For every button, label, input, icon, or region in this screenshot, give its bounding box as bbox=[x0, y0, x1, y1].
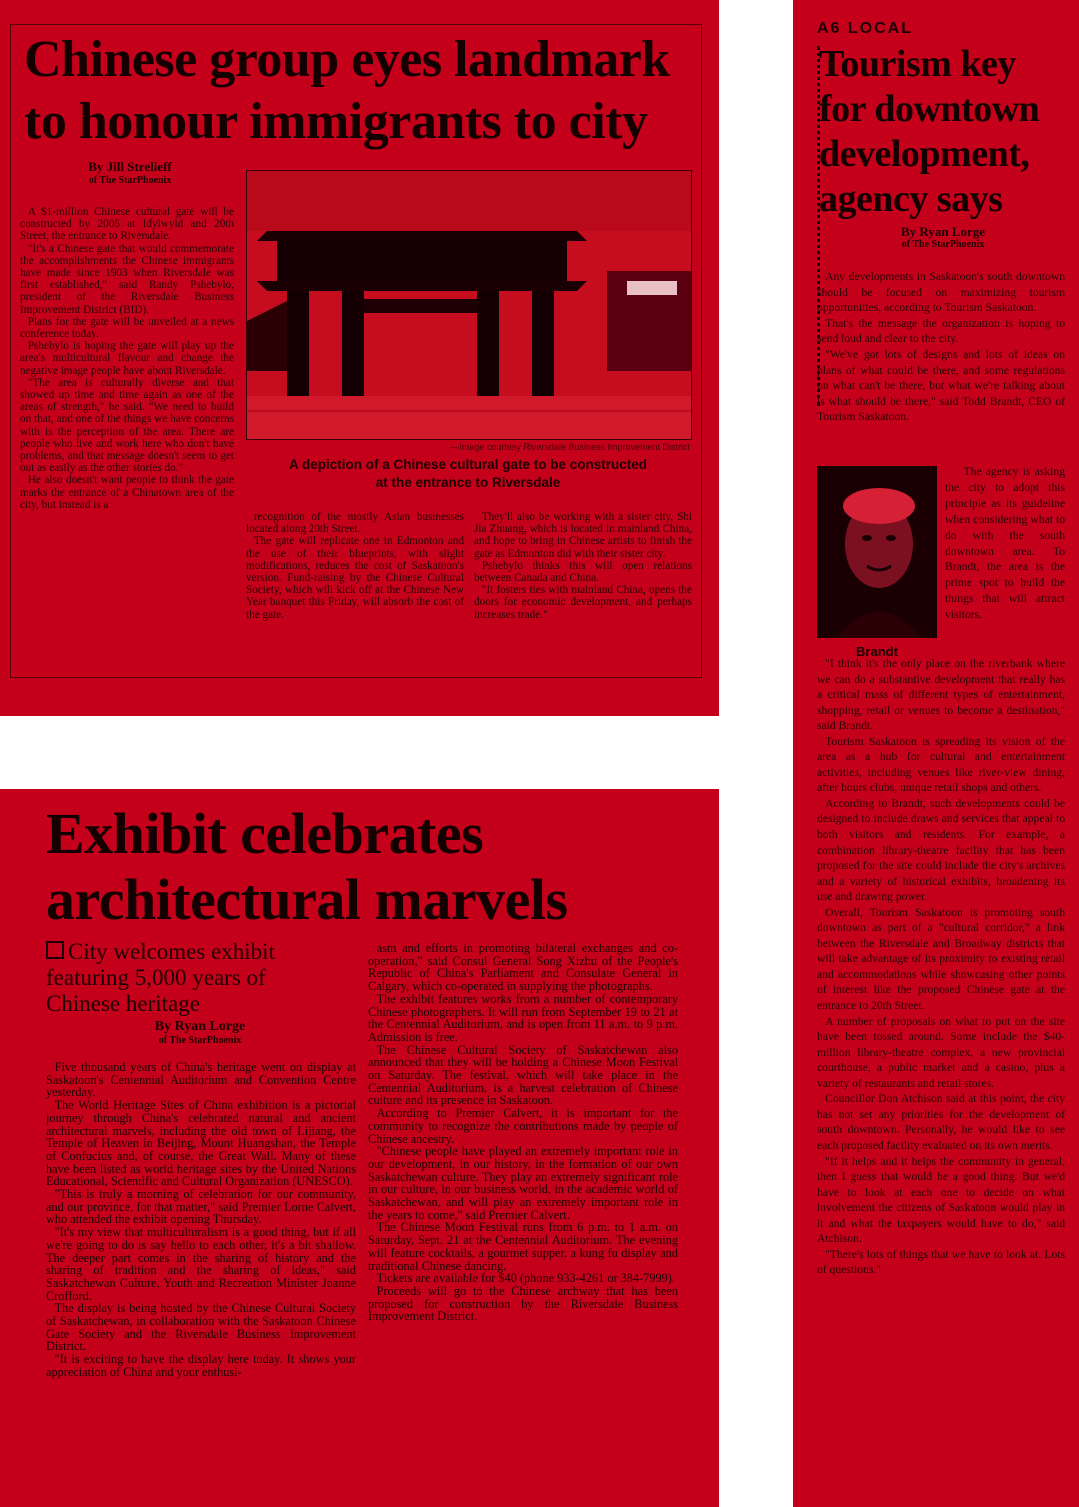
byline-author: By Jill Strelieff bbox=[88, 159, 172, 174]
paragraph: They'll also be working with a sister city, Shi Jia Zhuang, which is located in mainland China, and hope to bring in Chinese artists to finish the gate as Edmonton did with their sister city. bbox=[474, 511, 692, 560]
byline bbox=[120, 1020, 280, 1048]
byline bbox=[20, 160, 240, 188]
paragraph: recognition of the mostly Asian businesses located along 20th Street. bbox=[246, 511, 464, 536]
clipping-tourism bbox=[793, 0, 1079, 1507]
portrait-illustration bbox=[817, 466, 937, 638]
paragraph: "It fosters ties with mainland China, opens the doors for economic development, and perhaps increases trade." bbox=[474, 584, 692, 621]
paragraph: "Chinese people have played an extremely important role in our development, in our history, in the formation of our own Saskatchewan culture. They play an extremely significant role in our culture, in our business world, in the academic world of Saskatchewan, and will play an extremely important role in the years to come," said Premier Calvert. bbox=[368, 1144, 678, 1222]
paragraph: "If it helps and it helps the community in general, then I guess that would be a good thing. But we'd have to look at each one to decide on what involvement the citizens of Saskatoon would play in it and what the taxpayers would have to do," said Atchison. bbox=[817, 1154, 1065, 1246]
paragraph: "There's lots of things that we have to look at. Lots of questions." bbox=[817, 1247, 1065, 1277]
headline bbox=[819, 42, 1079, 222]
paragraph: The World Heritage Sites of China exhibition is a pictorial journey through China's celebrated natural and ancient architectural marvels, including the old town of Lijiang, the Temple of Heaven in Beijing, Mount Huangshan, the Temple of Confucius and, of course, the Great Wall. Many of these have been listed as world heritage sites by the United Nations Educational, Scientific and Cultural Organization (UNESCO). bbox=[46, 1098, 356, 1189]
paragraph: Tourism Saskatoon is spreading its vision of the area as a hub for cultural and entertainment activities, including venues like river-view dining, after hours clubs, unique retail shops and others. bbox=[817, 734, 1065, 795]
paragraph: According to Premier Calvert, it is important for the community to recognize the contributions made by people of Chinese ancestry. bbox=[368, 1106, 678, 1146]
gate-illustration bbox=[247, 171, 691, 439]
photo-caption-line-2: at the entrance to Riversdale bbox=[375, 475, 561, 490]
clipping-exhibit bbox=[0, 789, 719, 1507]
article-column-3 bbox=[474, 511, 692, 671]
paragraph: "It's my view that multiculturalism is a good thing, but if all we're going to do is say hello to each other, it's a bit shallow. The deeper part comes in the sharing of history and the sharing of tradition and the sharing of ideas," said Saskatchewan Culture, Youth and Recreation Minister Joanne Crofford. bbox=[46, 1225, 356, 1303]
checkbox-bullet-icon bbox=[46, 941, 64, 959]
deck-text: City welcomes exhibit featuring 5,000 years of Chinese heritage bbox=[46, 939, 275, 1016]
photo-caption-line-1: A depiction of a Chinese cultural gate to be constructed bbox=[288, 457, 648, 472]
section-label: A6 LOCAL bbox=[817, 20, 913, 37]
headline-line-2: architectural marvels bbox=[46, 867, 568, 932]
paragraph: The Chinese Cultural Society of Saskatchewan also announced that they will be holding a Chinese Moon Festival on Saturday. The festival, which will take place in the Centennial Auditorium, is a harvest celebration of Chinese culture and its presence in Saskatoon. bbox=[368, 1042, 678, 1108]
deck bbox=[46, 939, 336, 1017]
paragraph: The Chinese Moon Festival runs from 6 p.m. to 1 a.m. on Saturday, Sept. 21 at the Centennial Auditorium. The evening will feature cocktails, a gourmet supper, a kung fu display and traditional Chinese dancing. bbox=[368, 1220, 678, 1273]
paragraph: "I think it's the only place on the riverbank where we can do a substantive development that really has a critical mass of different types of entertainment, shopping, retail or venues to become a destination," said Brandt. bbox=[817, 657, 1065, 733]
paragraph: Pshebylo thinks this will open relations between Canada and China. bbox=[474, 559, 692, 585]
brandt-photo bbox=[817, 466, 937, 638]
paragraph: The exhibit features works from a number of contemporary Chinese photographers. It will run from September 19 to 21 at the Centennial Auditorium, and is open from 11 a.m. to 9 p.m. Admission is free. bbox=[368, 991, 678, 1044]
clipping-chinese-gate bbox=[0, 0, 719, 716]
headline-line-2: to honour immigrants to city bbox=[24, 93, 648, 150]
photo-caption: Brandt bbox=[856, 644, 898, 659]
paragraph: Plans for the gate will be unveiled at a news conference today. bbox=[20, 315, 234, 341]
byline bbox=[853, 225, 1033, 251]
paragraph: A $1-million Chinese cultural gate will be constructed by 2005 at Idylwyld and 20th Street, the entrance to Riversdale. bbox=[20, 206, 234, 243]
paragraph: Councillor Don Atchison said at this point, the city has not set any priorities for the development of south downtown. Personally, he would like to see each proposed facility evaluated on its own merits. bbox=[817, 1092, 1065, 1152]
paragraph: "The area is culturally diverse and that showed up time and time again as one of the areas of strength," he said. "We need to build on that, and one of the things we have concerns with is the perception of the area. There are people who live and work here who don't have problems, and that message doesn't seem to get out as easily as the other stories do." bbox=[20, 376, 234, 475]
paragraph: According to Brandt, such developments could be designed to include draws and services that appeal to both visitors and residents. For example, a combination library-theatre facility that has been proposed for the site could include the city's archives and a variety of historical exhibits, broadening its use and drawing power. bbox=[817, 796, 1065, 904]
byline-org: of The StarPhoenix bbox=[88, 175, 172, 186]
paragraph: The gate will replicate one in Edmonton and the use of their blueprints, with slight modifications, reduces the cost of Saskatoon's version. Fund-raising by the Chinese Cultural Society, which will kick off at the Chinese New Year banquet this Friday, will absorb the cost of the gate. bbox=[246, 535, 464, 621]
headline-line-1: Chinese group eyes landmark bbox=[24, 31, 670, 88]
byline-org: of The StarPhoenix bbox=[901, 239, 985, 250]
paragraph: "We've got lots of designs and lots of ideas on plans of what could be there, and some regulations on what can't be there, but what we're talking about is what should be there," said Todd Brandt, CEO of Tourism Saskatoon. bbox=[817, 347, 1065, 424]
article-body-bottom bbox=[817, 656, 1065, 1486]
byline-author: By Ryan Lorge bbox=[154, 1019, 246, 1034]
paragraph: Any developments in Saskatoon's south downtown should be focused on maximizing tourism opportunities, according to Tourism Saskatoon. bbox=[817, 270, 1065, 315]
paragraph: Overall, Tourism Saskatoon is promoting south downtown as part of a "cultural corridor," a link between the Riversdale and Broadway districts that will take advantage of its proximity to existing retail and accommodations while showcasing other points of interest like the proposed Chinese gate at the entrance to 20th Street. bbox=[817, 905, 1065, 1013]
headline-line-2: for downtown bbox=[819, 88, 1040, 130]
byline-org: of The StarPhoenix bbox=[158, 1035, 242, 1046]
article-body-top bbox=[817, 269, 1065, 464]
headline-line-3: development, bbox=[819, 133, 1030, 175]
paragraph: A number of proposals on what to put on the site have been tossed around. Some include the $40-million library-theatre complex, a new provincial courthouse, a public market and a casino, plus a variety of restaurants and retail stores. bbox=[817, 1014, 1065, 1090]
article-column-1 bbox=[46, 1061, 356, 1491]
article-column-1 bbox=[20, 206, 234, 671]
paragraph: "This is truly a morning of celebration for our community, and our province, for that matter," said Premier Lorne Calvert, who attended the exhibit opening Thursday. bbox=[46, 1187, 356, 1227]
photo-credit: —Image courtesy Riversdale Business Improvement District bbox=[450, 442, 690, 452]
headline-line-1: Exhibit celebrates bbox=[46, 801, 484, 866]
article-body-beside-photo: The agency is asking the city to adopt this principle as its guideline when considering what to do with the south downtown area. To Brandt, the area is the prime spot to build the things that will attract visitors. bbox=[945, 465, 1065, 622]
headline-line-4: agency says bbox=[819, 178, 1003, 220]
photo-caption bbox=[246, 456, 690, 492]
paragraph: "It's a Chinese gate that would commemorate the accomplishments the Chinese immigrants have made since 1903 when Riversdale was first established," said Randy Pshebylo, president of the Riversdale Business Improvement District (BID). bbox=[20, 242, 234, 316]
paragraph: Pshebylo is hoping the gate will play up the area's multicultural flavour and change the negative image people have about Riversdale. bbox=[20, 340, 234, 377]
article-column-2 bbox=[246, 511, 464, 671]
paragraph: "It is exciting to have the display here today. It shows your appreciation of China and your enthusi- bbox=[46, 1352, 356, 1379]
paragraph: The display is being hosted by the Chinese Cultural Society of Saskatchewan, in collaboration with the Saskatoon Chinese Gate Society and the Riversdale Business Improvement District. bbox=[46, 1301, 356, 1354]
article-column-2 bbox=[368, 942, 678, 1492]
paragraph: He also doesn't want people to think the gate marks the entrance of a Chinatown area of the city, but instead is a bbox=[20, 474, 234, 511]
paragraph: asm and efforts in promoting bilateral exchanges and co-operation," said Consul General Song Xizhu of the People's Republic of China's Parliament and Consulate General in Calgary, which co-operated in supplying the photographs. bbox=[368, 942, 678, 994]
byline-author: By Ryan Lorge bbox=[900, 224, 986, 239]
headline-line-1: Tourism key bbox=[819, 43, 1016, 85]
gate-photo bbox=[246, 170, 692, 440]
paragraph: Tickets are available for $40 (phone 933-4261 or 384-7999). bbox=[376, 1271, 675, 1286]
paragraph: Proceeds will go to the Chinese archway that has been proposed for construction by the Riversdale Business Improvement District. bbox=[368, 1283, 678, 1324]
paragraph: That's the message the organization is hoping to send loud and clear to the city. bbox=[817, 316, 1065, 346]
paragraph: Five thousand years of China's heritage went on display at Saskatoon's Centennial Auditorium and Convention Centre yesterday. bbox=[46, 1061, 356, 1100]
